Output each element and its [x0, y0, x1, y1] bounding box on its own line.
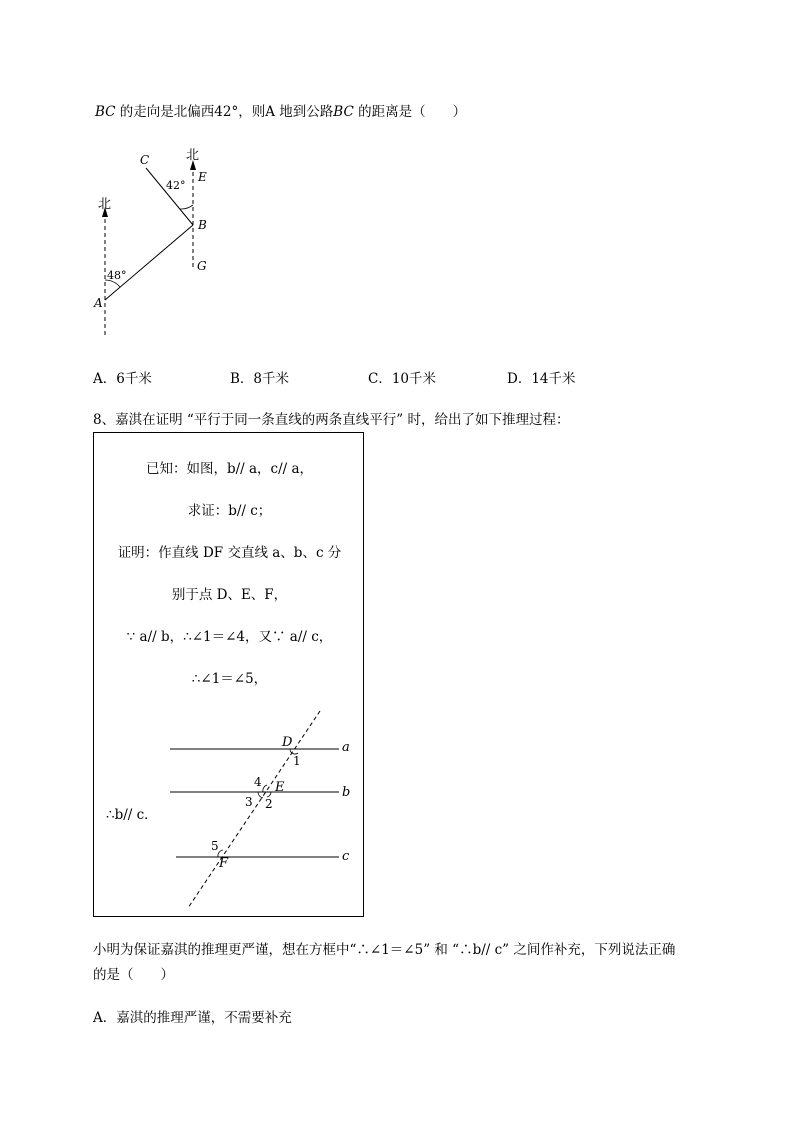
proof-step4: ∴∠1＝∠5，	[191, 671, 268, 687]
q8-option-a[interactable]: A．嘉淇的推理严谨，不需要补充	[93, 1010, 292, 1026]
label-angle-4: 4	[254, 775, 262, 789]
q8-question-line1: 小明为保证嘉淇的推理更严谨，想在方框中“∴∠1＝∠5” 和 “∴b// c” 之间作补充，下列说法正确	[93, 942, 676, 958]
proof-conclusion: ∴b// c．	[106, 807, 158, 823]
label-a: A	[94, 296, 103, 310]
label-f: F	[219, 856, 229, 871]
q8-stem: 8、嘉淇在证明 “平行于同一条直线的两条直线平行” 时，给出了如下推理过程：	[93, 412, 570, 428]
label-north-a: 北	[98, 197, 112, 212]
label-d: D	[282, 735, 293, 750]
q7-option-b[interactable]: B．8千米	[230, 371, 290, 387]
label-42: 42°	[166, 179, 186, 192]
label-line-c: c	[342, 849, 350, 864]
arc-3	[258, 792, 263, 798]
label-c: C	[140, 153, 150, 167]
q8-figure	[94, 433, 365, 918]
label-angle-1: 1	[293, 754, 301, 768]
label-angle-5: 5	[211, 839, 219, 853]
label-e: E	[198, 170, 207, 184]
label-north-b: 北	[186, 148, 200, 163]
proof-step3: ∵ a// b，∴∠1＝∠4，又∵ a// c，	[126, 629, 333, 645]
label-line-a: a	[342, 740, 350, 755]
proof-prove: 求证：b// c；	[187, 503, 272, 519]
q7-stem	[95, 100, 466, 120]
q7-option-a[interactable]: A．6千米	[93, 371, 152, 387]
q7-option-c[interactable]: C．10千米	[368, 371, 437, 387]
q7-stem-bc1: BC	[95, 104, 116, 120]
segment-ab	[105, 225, 193, 300]
q8-proof-box	[93, 432, 364, 917]
segment-bc	[146, 168, 193, 225]
q7-option-d[interactable]: D．14千米	[507, 371, 576, 387]
label-angle-2: 2	[265, 797, 273, 811]
label-g: G	[197, 259, 207, 273]
arc-4	[263, 785, 267, 792]
q8-question-line2: 的是（ ）	[93, 967, 174, 983]
transversal-df	[188, 711, 320, 908]
proof-step1: 证明：作直线 DF 交直线 a、b、c 分	[117, 545, 342, 561]
q7-stem-text2: 的距离是（ ）	[353, 104, 467, 120]
q7-stem-bc2: BC	[333, 104, 354, 120]
q7-figure	[85, 140, 225, 340]
label-line-b: b	[342, 785, 351, 800]
proof-step2: 别于点 D、E、F，	[171, 587, 288, 603]
label-48: 48°	[107, 269, 127, 282]
q7-stem-text1: 的走向是北偏西42°，则A 地到公路	[115, 104, 334, 120]
label-e: E	[275, 780, 285, 795]
label-b: B	[198, 218, 207, 232]
label-angle-3: 3	[245, 795, 253, 809]
arc-42	[180, 205, 193, 209]
proof-given: 已知：如图，b// a，c// a，	[145, 461, 314, 477]
